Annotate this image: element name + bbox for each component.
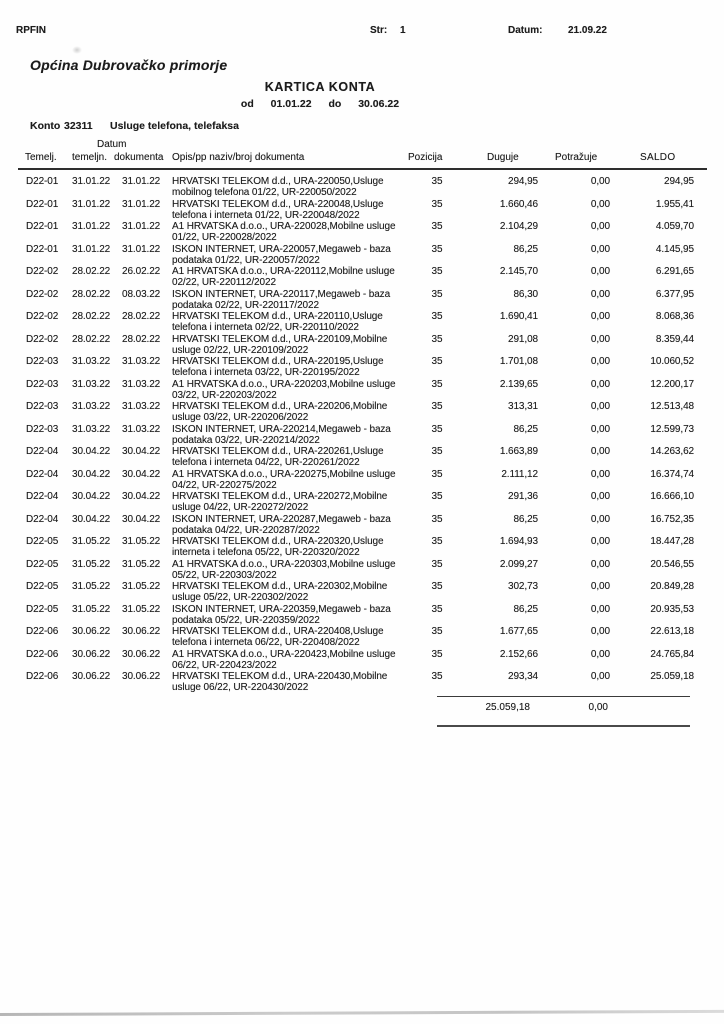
cell-datum-dokumenta: 31.03.22 — [122, 423, 161, 435]
cell-potrazuje: 0,00 — [590, 221, 610, 232]
cell-duguje: 2.111,12 — [501, 468, 538, 480]
cell-datum-dokumenta: 31.05.22 — [122, 603, 161, 615]
cell-potrazuje: 0,00 — [590, 648, 610, 660]
table-row — [26, 514, 724, 537]
table-body — [0, 176, 724, 694]
cell-duguje: 1.694,93 — [499, 536, 538, 547]
cell-duguje: 86,30 — [513, 288, 538, 300]
cell-opis: HRVATSKI TELEKOM d.d., URA-220050,Usluge mobilnog telefona 01/22, UR-220050/2022 — [172, 176, 384, 198]
cell-duguje: 1.690,41 — [499, 311, 538, 322]
print-date-value: 21.09.22 — [568, 25, 607, 36]
cell-datum-temeljnice: 31.05.22 — [72, 603, 111, 615]
cell-opis: HRVATSKI TELEKOM d.d., URA-220302,Mobilne usluge 05/22, UR-220302/2022 — [172, 581, 388, 603]
cell-opis: ISKON INTERNET, URA-220287,Megaweb - baza podataka 04/22, UR-220287/2022 — [172, 513, 391, 536]
cell-temelj: D22-02 — [26, 288, 59, 300]
cell-datum-temeljnice: 31.01.22 — [72, 221, 111, 232]
cell-duguje: 294,95 — [508, 176, 538, 187]
cell-datum-temeljnice: 28.02.22 — [72, 266, 111, 277]
cell-saldo: 1.955,41 — [655, 198, 694, 210]
cell-saldo: 20.935,53 — [650, 603, 694, 615]
column-header-saldo: SALDO — [640, 152, 676, 163]
cell-datum-dokumenta: 31.05.22 — [122, 536, 161, 547]
cell-potrazuje: 0,00 — [590, 446, 610, 457]
cell-saldo: 10.060,52 — [650, 356, 694, 367]
cell-opis: HRVATSKI TELEKOM d.d., URA-220195,Usluge telefona i interneta 03/22, UR-220195/2022 — [172, 356, 384, 378]
table-row — [26, 266, 724, 289]
cell-datum-dokumenta: 30.06.22 — [122, 626, 161, 637]
cell-opis: A1 HRVATSKA d.o.o., URA-220112,Mobilne usluge 02/22, UR-220112/2022 — [172, 266, 395, 288]
cell-datum-dokumenta: 31.01.22 — [122, 243, 161, 255]
cell-opis: A1 HRVATSKA d.o.o., URA-220303,Mobilne usluge 05/22, UR-220303/2022 — [172, 558, 396, 581]
cell-datum-temeljnice: 30.04.22 — [72, 446, 111, 457]
cell-temelj: D22-04 — [26, 446, 59, 457]
cell-potrazuje: 0,00 — [590, 266, 610, 277]
cell-datum-temeljnice: 31.03.22 — [72, 378, 111, 390]
cell-datum-dokumenta: 30.06.22 — [122, 648, 161, 660]
cell-datum-dokumenta: 31.03.22 — [122, 356, 161, 367]
cell-opis: ISKON INTERNET, URA-220214,Megaweb - baza podataka 03/22, UR-220214/2022 — [172, 423, 391, 446]
report-header-bar — [0, 25, 724, 39]
table-row — [26, 334, 724, 357]
table-row — [26, 491, 724, 514]
cell-datum-temeljnice: 28.02.22 — [72, 311, 111, 322]
cell-pozicija: 35 — [431, 648, 443, 660]
cell-potrazuje: 0,00 — [590, 671, 610, 682]
cell-datum-temeljnice: 30.04.22 — [72, 513, 111, 525]
cell-pozicija: 35 — [431, 288, 443, 300]
cell-datum-temeljnice: 31.05.22 — [72, 536, 111, 547]
cell-potrazuje: 0,00 — [590, 468, 610, 480]
cell-temelj: D22-03 — [26, 378, 59, 390]
cell-pozicija: 35 — [431, 536, 443, 547]
organization-name: Općina Dubrovačko primorje — [30, 57, 228, 73]
page-number: 1 — [400, 25, 406, 36]
cell-saldo: 12.513,48 — [650, 401, 694, 412]
cell-datum-temeljnice: 28.02.22 — [72, 333, 111, 345]
total-duguje: 25.059,18 — [485, 702, 530, 713]
cell-duguje: 1.663,89 — [499, 446, 538, 457]
cell-potrazuje: 0,00 — [590, 491, 610, 502]
document-title: KARTICA KONTA — [264, 80, 376, 94]
cell-temelj: D22-06 — [26, 671, 59, 682]
cell-duguje: 86,25 — [513, 243, 538, 255]
cell-saldo: 294,95 — [664, 176, 694, 187]
cell-opis: ISKON INTERNET, URA-220057,Megaweb - baza podataka 01/22, UR-220057/2022 — [172, 243, 391, 266]
cell-pozicija: 35 — [431, 176, 443, 187]
column-header-duguje: Duguje — [487, 152, 519, 163]
cell-potrazuje: 0,00 — [590, 581, 610, 592]
cell-datum-dokumenta: 30.04.22 — [122, 468, 161, 480]
period-to-date: 30.06.22 — [358, 98, 400, 110]
cell-potrazuje: 0,00 — [590, 401, 610, 412]
cell-potrazuje: 0,00 — [590, 311, 610, 322]
cell-opis: HRVATSKI TELEKOM d.d., URA-220109,Mobilne usluge 02/22, UR-220109/2022 — [172, 333, 388, 356]
cell-duguje: 2.104,29 — [499, 221, 538, 232]
table-row — [26, 311, 724, 334]
table-row — [26, 289, 724, 312]
cell-pozicija: 35 — [431, 558, 443, 570]
table-row — [26, 446, 724, 469]
cell-temelj: D22-01 — [26, 221, 59, 232]
cell-datum-temeljnice: 31.05.22 — [72, 558, 111, 570]
cell-duguje: 1.677,65 — [499, 626, 538, 637]
cell-opis: A1 HRVATSKA d.o.o., URA-220275,Mobilne usluge 04/22, UR-220275/2022 — [172, 468, 396, 491]
cell-datum-dokumenta: 31.03.22 — [122, 378, 161, 390]
konto-label: Konto — [30, 120, 61, 132]
cell-datum-temeljnice: 30.06.22 — [72, 626, 111, 637]
cell-temelj: D22-04 — [26, 491, 59, 502]
period-from-date: 01.01.22 — [270, 98, 312, 110]
cell-pozicija: 35 — [431, 311, 443, 322]
cell-potrazuje: 0,00 — [590, 288, 610, 300]
cell-potrazuje: 0,00 — [590, 243, 610, 255]
table-row — [26, 199, 724, 222]
cell-temelj: D22-02 — [26, 333, 59, 345]
cell-potrazuje: 0,00 — [590, 558, 610, 570]
cell-opis: ISKON INTERNET, URA-220359,Megaweb - baza podataka 05/22, UR-220359/2022 — [172, 603, 391, 626]
table-row — [26, 581, 724, 604]
cell-opis: HRVATSKI TELEKOM d.d., URA-220408,Usluge telefona i interneta 06/22, UR-220408/2022 — [172, 626, 384, 648]
cell-saldo: 25.059,18 — [650, 671, 694, 682]
cell-temelj: D22-05 — [26, 581, 59, 592]
period-to-label: do — [328, 98, 342, 110]
column-header-datum-temeljnice: temeljn. — [72, 152, 108, 163]
cell-saldo: 16.752,35 — [650, 513, 694, 525]
cell-duguje: 2.145,70 — [499, 266, 538, 277]
scan-edge-artifact — [0, 1010, 724, 1016]
cell-datum-temeljnice: 31.03.22 — [72, 356, 111, 367]
cell-duguje: 1.701,08 — [499, 356, 538, 367]
cell-pozicija: 35 — [431, 243, 443, 255]
table-row — [26, 356, 724, 379]
table-row — [26, 536, 724, 559]
cell-temelj: D22-06 — [26, 626, 59, 637]
cell-opis: HRVATSKI TELEKOM d.d., URA-220430,Mobilne usluge 06/22, UR-220430/2022 — [172, 671, 388, 693]
cell-duguje: 86,25 — [513, 513, 538, 525]
cell-datum-dokumenta: 31.05.22 — [122, 558, 161, 570]
cell-datum-temeljnice: 30.06.22 — [72, 648, 111, 660]
table-row — [26, 671, 724, 694]
cell-saldo: 24.765,84 — [650, 648, 694, 660]
cell-saldo: 20.849,28 — [650, 581, 694, 592]
cell-saldo: 8.359,44 — [655, 333, 694, 345]
cell-saldo: 14.263,62 — [650, 446, 694, 457]
cell-pozicija: 35 — [431, 671, 443, 682]
cell-pozicija: 35 — [431, 423, 443, 435]
cell-temelj: D22-05 — [26, 558, 59, 570]
cell-datum-dokumenta: 28.02.22 — [122, 311, 161, 322]
cell-saldo: 22.613,18 — [650, 626, 694, 637]
cell-pozicija: 35 — [431, 401, 443, 412]
report-code: RPFIN — [16, 25, 46, 36]
cell-temelj: D22-01 — [26, 176, 59, 187]
cell-pozicija: 35 — [431, 198, 443, 210]
cell-opis: A1 HRVATSKA d.o.o., URA-220203,Mobilne usluge 03/22, UR-220203/2022 — [172, 378, 396, 401]
cell-temelj: D22-01 — [26, 243, 59, 255]
konto-number: 32311 — [64, 120, 93, 132]
column-header-opis: Opis/pp naziv/broj dokumenta — [172, 152, 305, 163]
cell-saldo: 12.599,73 — [650, 423, 694, 435]
cell-datum-dokumenta: 30.04.22 — [122, 513, 161, 525]
cell-datum-dokumenta: 30.04.22 — [122, 491, 161, 502]
table-row — [26, 244, 724, 267]
cell-pozicija: 35 — [431, 581, 443, 592]
cell-datum-dokumenta: 31.05.22 — [122, 581, 161, 592]
table-row — [26, 649, 724, 672]
cell-opis: A1 HRVATSKA d.o.o., URA-220028,Mobilne usluge 01/22, UR-220028/2022 — [172, 221, 396, 243]
cell-potrazuje: 0,00 — [590, 176, 610, 187]
cell-pozicija: 35 — [431, 468, 443, 480]
cell-datum-temeljnice: 31.03.22 — [72, 423, 111, 435]
table-row — [26, 221, 724, 244]
cell-opis: HRVATSKI TELEKOM d.d., URA-220272,Mobilne usluge 04/22, UR-220272/2022 — [172, 491, 388, 513]
cell-potrazuje: 0,00 — [590, 333, 610, 345]
cell-saldo: 20.546,55 — [650, 558, 694, 570]
cell-datum-temeljnice: 31.05.22 — [72, 581, 111, 592]
cell-duguje: 86,25 — [513, 603, 538, 615]
cell-temelj: D22-06 — [26, 648, 59, 660]
table-row — [26, 469, 724, 492]
cell-duguje: 293,34 — [508, 671, 538, 682]
period-from-label: od — [240, 98, 254, 110]
column-header-datum-dokumenta: dokumenta — [114, 152, 164, 163]
cell-potrazuje: 0,00 — [590, 626, 610, 637]
cell-temelj: D22-02 — [26, 266, 59, 277]
table-row — [26, 424, 724, 447]
cell-potrazuje: 0,00 — [590, 198, 610, 210]
cell-pozicija: 35 — [431, 446, 443, 457]
cell-temelj: D22-04 — [26, 468, 59, 480]
cell-datum-dokumenta: 31.01.22 — [122, 221, 161, 232]
cell-duguje: 1.660,46 — [499, 198, 538, 210]
cell-datum-temeljnice: 30.06.22 — [72, 671, 111, 682]
column-header-temelj: Temelj. — [25, 152, 57, 163]
cell-pozicija: 35 — [431, 513, 443, 525]
cell-datum-temeljnice: 28.02.22 — [72, 288, 111, 300]
cell-temelj: D22-02 — [26, 311, 59, 322]
cell-duguje: 2.099,27 — [499, 558, 538, 570]
cell-datum-dokumenta: 31.01.22 — [122, 176, 161, 187]
cell-duguje: 291,08 — [508, 333, 538, 345]
cell-datum-temeljnice: 31.01.22 — [72, 243, 111, 255]
cell-datum-temeljnice: 31.01.22 — [72, 198, 111, 210]
scan-smudge-artifact — [72, 46, 82, 54]
cell-temelj: D22-05 — [26, 603, 59, 615]
cell-datum-dokumenta: 08.03.22 — [122, 288, 161, 300]
cell-potrazuje: 0,00 — [590, 423, 610, 435]
cell-pozicija: 35 — [431, 266, 443, 277]
column-header-datum-group: Datum — [97, 139, 127, 150]
cell-datum-dokumenta: 30.06.22 — [122, 671, 161, 682]
print-date-label: Datum: — [508, 25, 543, 36]
cell-opis: HRVATSKI TELEKOM d.d., URA-220048,Usluge telefona i interneta 01/22, UR-220048/2022 — [172, 198, 384, 221]
table-row — [26, 604, 724, 627]
cell-datum-temeljnice: 31.01.22 — [72, 176, 111, 187]
cell-datum-dokumenta: 31.01.22 — [122, 198, 161, 210]
cell-saldo: 16.666,10 — [650, 491, 694, 502]
cell-pozicija: 35 — [431, 333, 443, 345]
column-header-pozicija: Pozicija — [408, 152, 443, 163]
cell-potrazuje: 0,00 — [590, 536, 610, 547]
cell-saldo: 18.447,28 — [650, 536, 694, 547]
table-row — [26, 401, 724, 424]
cell-opis: HRVATSKI TELEKOM d.d., URA-220320,Usluge interneta i telefona 05/22, UR-220320/2022 — [172, 536, 384, 558]
cell-pozicija: 35 — [431, 491, 443, 502]
table-row — [26, 559, 724, 582]
cell-opis: A1 HRVATSKA d.o.o., URA-220423,Mobilne usluge 06/22, UR-220423/2022 — [172, 648, 396, 671]
cell-datum-temeljnice: 30.04.22 — [72, 468, 111, 480]
cell-duguje: 302,73 — [508, 581, 538, 592]
cell-datum-dokumenta: 30.04.22 — [122, 446, 161, 457]
cell-datum-dokumenta: 26.02.22 — [122, 266, 161, 277]
cell-saldo: 4.145,95 — [655, 243, 694, 255]
cell-pozicija: 35 — [431, 603, 443, 615]
table-row — [26, 176, 724, 199]
cell-saldo: 8.068,36 — [655, 311, 694, 322]
cell-duguje: 86,25 — [513, 423, 538, 435]
page-label: Str: — [370, 25, 388, 36]
cell-duguje: 313,31 — [508, 401, 538, 412]
cell-datum-temeljnice: 31.03.22 — [72, 401, 111, 412]
cell-datum-dokumenta: 31.03.22 — [122, 401, 161, 412]
cell-potrazuje: 0,00 — [590, 513, 610, 525]
cell-temelj: D22-01 — [26, 198, 59, 210]
report-period — [0, 98, 640, 110]
cell-datum-temeljnice: 30.04.22 — [72, 491, 111, 502]
cell-saldo: 4.059,70 — [655, 221, 694, 232]
cell-pozicija: 35 — [431, 378, 443, 390]
cell-opis: HRVATSKI TELEKOM d.d., URA-220110,Usluge telefona i interneta 02/22, UR-220110/2022 — [172, 311, 383, 333]
cell-duguje: 2.152,66 — [499, 648, 538, 660]
cell-saldo: 12.200,17 — [650, 378, 694, 390]
cell-temelj: D22-03 — [26, 423, 59, 435]
cell-opis: HRVATSKI TELEKOM d.d., URA-220206,Mobilne usluge 03/22, UR-220206/2022 — [172, 401, 388, 423]
totals-row — [437, 696, 690, 713]
cell-temelj: D22-05 — [26, 536, 59, 547]
table-row — [26, 626, 724, 649]
cell-saldo: 6.291,65 — [655, 266, 694, 277]
header-rule — [18, 168, 707, 170]
cell-datum-dokumenta: 28.02.22 — [122, 333, 161, 345]
cell-pozicija: 35 — [431, 626, 443, 637]
table-row — [26, 379, 724, 402]
column-header-potrazuje: Potražuje — [555, 152, 598, 163]
cell-duguje: 291,36 — [508, 491, 538, 502]
cell-temelj: D22-04 — [26, 513, 59, 525]
cell-potrazuje: 0,00 — [590, 603, 610, 615]
cell-saldo: 6.377,95 — [655, 288, 694, 300]
cell-opis: HRVATSKI TELEKOM d.d., URA-220261,Usluge telefona i interneta 04/22, UR-220261/2022 — [172, 446, 384, 468]
cell-pozicija: 35 — [431, 221, 443, 232]
cell-potrazuje: 0,00 — [590, 356, 610, 367]
totals-bottom-rule — [437, 725, 690, 727]
cell-temelj: D22-03 — [26, 356, 59, 367]
cell-saldo: 16.374,74 — [650, 468, 694, 480]
total-potrazuje: 0,00 — [588, 702, 608, 713]
cell-temelj: D22-03 — [26, 401, 59, 412]
cell-opis: ISKON INTERNET, URA-220117,Megaweb - baza podataka 02/22, UR-220117/2022 — [172, 288, 391, 311]
konto-name: Usluge telefona, telefaksa — [110, 120, 239, 132]
cell-duguje: 2.139,65 — [499, 378, 538, 390]
cell-potrazuje: 0,00 — [590, 378, 610, 390]
cell-pozicija: 35 — [431, 356, 443, 367]
